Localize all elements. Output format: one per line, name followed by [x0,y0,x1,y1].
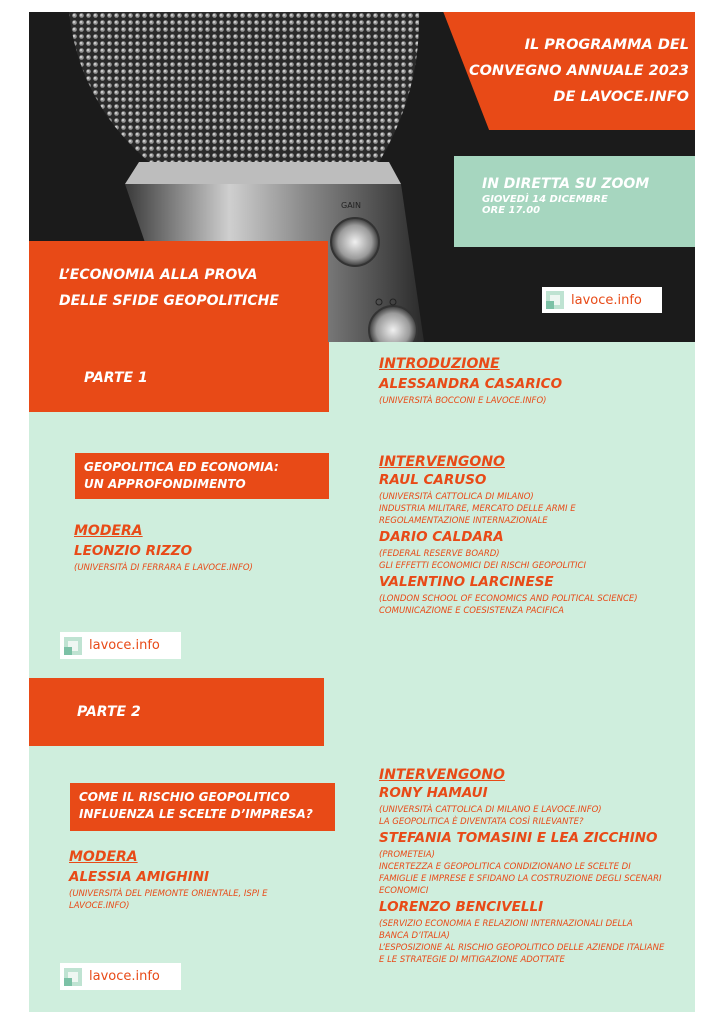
program-page [29,12,695,1012]
headline-text: IL PROGRAMMA DEL CONVEGNO ANNUALE 2023 DE LAVOCE.INFO [468,37,689,105]
part2-topic-text: COME IL RISCHIO GEOPOLITICO INFLUENZA LE SCELTE D’IMPRESA? [79,790,313,821]
part2-header [29,678,324,746]
logo-text: lavoce.info [571,292,642,308]
part1-topic-text: GEOPOLITICA ED ECONOMIA: UN APPROFONDIMENTO [84,460,279,491]
speaker-item: RONY HAMAUI (UNIVERSITÀ CATTOLICA DI MILANO E LAVOCE.INFO) LA GEOPOLITICA È DIVENTATA COSÌ RILEVANTE? [379,785,602,827]
part2-speakers: INTERVENGONO RONY HAMAUI (UNIVERSITÀ CATTOLICA DI MILANO E LAVOCE.INFO) LA GEOPOLITICA È DIVENTATA COSÌ RILEVANTE? STEFANIA TOMASINI E LEA ZICCHINO (PROMETEIA) INCERTEZZA E GEOPOLITICA CONDIZIONANO LE SCELTE DI FAMIGLIE E IMPRESE E SFIDANO LA COSTRUZIONE DEGLI SCENARI ECONOMICI LORENZO BENCIVELLI (SERVIZIO ECONOMIA E RELAZIONI INTERNAZIONALI DELLA BANCA D’ITALIA) L’ESPOSIZIONE AL RISCHIO GEOPOLITICO DELLE AZIENDE ITALIANE E LE STRATEGIE DI MITIGAZIONE ADOTTATE [379,767,694,966]
speaker-item: DARIO CALDARA (FEDERAL RESERVE BOARD) GLI EFFETTI ECONOMICI DEI RISCHI GEOPOLITICI [379,529,586,571]
speaker-item: STEFANIA TOMASINI E LEA ZICCHINO (PROMETEIA) INCERTEZZA E GEOPOLITICA CONDIZIONANO LE SCELTE DI FAMIGLIE E IMPRESE E SFIDANO LA COSTRUZIONE DEGLI SCENARI ECONOMICI [379,830,662,896]
part2-title: PARTE 2 [77,704,141,720]
part1-moderator: MODERA LEONZIO RIZZO (UNIVERSITÀ DI FERRARA E LAVOCE.INFO) [74,523,253,573]
lavoce-logo-part2: lavoce.info [60,963,181,990]
part1-speakers: INTERVENGONO RAUL CARUSO (UNIVERSITÀ CATTOLICA DI MILANO) INDUSTRIA MILITARE, MERCATO DELLE ARMI E REGOLAMENTAZIONE INTERNAZIONALE DARIO CALDARA (FEDERAL RESERVE BOARD) GLI EFFETTI ECONOMICI DEI RISCHI GEOPOLITICI VALENTINO LARCINESE (LONDON SCHOOL OF ECONOMICS AND POLITICAL SCIENCE) COMUNICAZIONE E COESISTENZA PACIFICA [379,454,694,617]
zoom-date: GIOVEDÌ 14 DICEMBRE [482,194,608,205]
hero-banner [29,12,695,342]
speaker-item: LORENZO BENCIVELLI (SERVIZIO ECONOMIA E RELAZIONI INTERNAZIONALI DELLA BANCA D’ITALIA) L’ESPOSIZIONE AL RISCHIO GEOPOLITICO DELLE AZIENDE ITALIANE E LE STRATEGIE DI MITIGAZIONE ADOTTATE [379,899,665,965]
speaker-item: VALENTINO LARCINESE (LONDON SCHOOL OF ECONOMICS AND POLITICAL SCIENCE) COMUNICAZIONE E COESISTENZA PACIFICA [379,574,638,616]
part1-intro: INTRODUZIONE ALESSANDRA CASARICO (UNIVERSITÀ BOCCONI E LAVOCE.INFO) [379,356,563,406]
zoom-box [454,156,695,247]
lavoce-logo-part1: lavoce.info [60,632,181,659]
lavoce-logo-icon [546,291,564,309]
zoom-title: IN DIRETTA SU ZOOM [482,176,650,192]
speaker-item: RAUL CARUSO (UNIVERSITÀ CATTOLICA DI MILANO) INDUSTRIA MILITARE, MERCATO DELLE ARMI E REGOLAMENTAZIONE INTERNAZIONALE [379,472,576,526]
zoom-time: ORE 17.00 [482,205,541,216]
lavoce-logo-hero [542,287,662,313]
mic-gain-label: GAIN [341,201,362,210]
part1-title: PARTE 1 [84,370,148,386]
lavoce-logo-icon [64,968,82,986]
part1-header [29,342,329,412]
part2-moderator: MODERA ALESSIA AMIGHINI (UNIVERSITÀ DEL PIEMONTE ORIENTALE, ISPI E LAVOCE.INFO) [69,849,268,911]
subtitle-text: L’ECONOMIA ALLA PROVA DELLE SFIDE GEOPOLITICHE [59,267,279,309]
lavoce-logo-icon [64,637,82,655]
